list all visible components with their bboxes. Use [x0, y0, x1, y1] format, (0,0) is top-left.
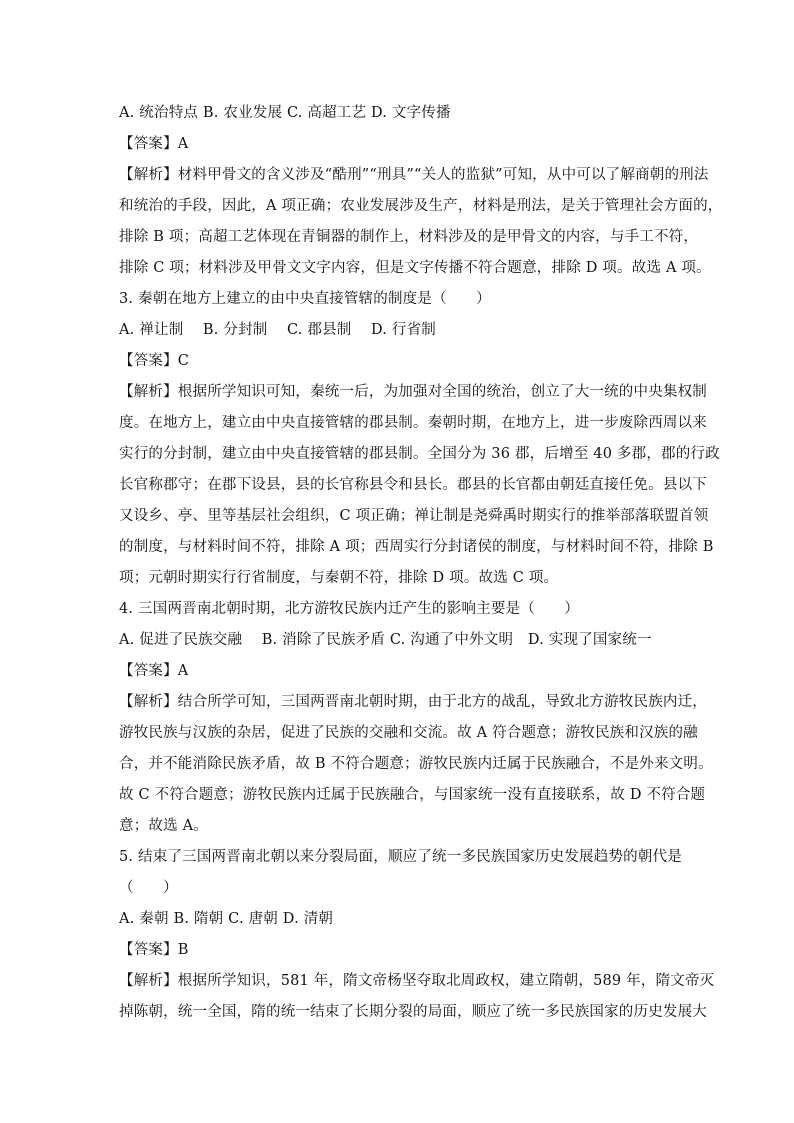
q5-analysis-line-1: 【解析】根据所学知识，581 年，隋文帝杨坚夺取北周政权，建立隋朝，589 年，隋文帝灭: [119, 973, 715, 989]
q3-analysis-line-6: 的制度，与材料时间不符，排除 A 项；西周实行分封诸侯的制度，与材料时间不符，排除 B: [119, 539, 714, 555]
q3-answer: 【答案】C: [119, 353, 190, 369]
q3-analysis-line-4: 长官称郡守；在郡下设县，县的长官称县令和县长。郡县的长官都由朝廷直接任免。县以下: [119, 477, 707, 493]
q3-options: A. 禅让制 B. 分封制 C. 郡县制 D. 行省制: [119, 322, 437, 338]
q2-analysis-line-4: 排除 C 项；材料涉及甲骨文文字内容，但是文字传播不符合题意，排除 D 项。故选 A 项。: [119, 260, 711, 276]
q4-analysis-line-4: 故 C 不符合题意；游牧民族内迁属于民族融合，与国家统一没有直接联系，故 D 不符合题: [119, 787, 706, 803]
question-5-paren: （ ）: [119, 880, 178, 896]
q3-analysis-line-2: 度。在地方上，建立由中央直接管辖的郡县制。秦朝时期，在地方上，进一步废除西周以来: [119, 415, 707, 431]
q3-analysis-line-7: 项；元朝时期实行行省制度，与秦朝不符，排除 D 项。故选 C 项。: [119, 570, 559, 586]
q4-options: A. 促进了民族交融 B. 消除了民族矛盾 C. 沟通了中外文明 D. 实现了国家统一: [119, 632, 652, 648]
question-3: 3. 秦朝在地方上建立的由中央直接管辖的制度是（ ）: [119, 291, 491, 307]
q5-analysis-line-2: 掉陈朝，统一全国，隋的统一结束了长期分裂的局面，顺应了统一多民族国家的历史发展大: [119, 1004, 707, 1020]
question-5: 5. 结束了三国两晋南北朝以来分裂局面，顺应了统一多民族国家历史发展趋势的朝代是: [119, 849, 682, 865]
q2-analysis-line-1: 【解析】材料甲骨文的含义涉及“酷刑”“刑具”“关人的监狱”可知，从中可以了解商朝的刑法: [119, 167, 709, 183]
q3-analysis-line-5: 又设乡、亭、里等基层社会组织，C 项正确；禅让制是尧舜禹时期实行的推举部落联盟首领: [119, 508, 709, 524]
q2-answer: 【答案】A: [119, 136, 189, 152]
q2-options: A. 统治特点 B. 农业发展 C. 高超工艺 D. 文字传播: [119, 105, 451, 121]
q5-answer: 【答案】B: [119, 942, 189, 958]
q4-analysis-line-3: 合，并不能消除民族矛盾，故 B 不符合题意；游牧民族内迁属于民族融合，不是外来文明。: [119, 756, 713, 772]
q2-analysis-line-3: 排除 B 项；高超工艺体现在青铜器的制作上，材料涉及的是甲骨文的内容，与手工不符，: [119, 229, 699, 245]
q4-answer: 【答案】A: [119, 663, 189, 679]
q4-analysis-line-2: 游牧民族与汉族的杂居，促进了民族的交融和交流。故 A 符合题意；游牧民族和汉族的融: [119, 725, 698, 741]
q3-analysis-line-1: 【解析】根据所学知识可知，秦统一后，为加强对全国的统治，创立了大一统的中央集权制: [119, 384, 707, 400]
q2-analysis-line-2: 和统治的手段，因此，A 项正确；农业发展涉及生产，材料是刑法，是关于管理社会方面的，: [119, 198, 723, 214]
q3-analysis-line-3: 实行的分封制，建立由中央直接管辖的郡县制。全国分为 36 郡，后增至 40 多郡，郡的行政: [119, 446, 720, 462]
question-4: 4. 三国两晋南北朝时期，北方游牧民族内迁产生的影响主要是（ ）: [119, 601, 580, 617]
q5-options: A. 秦朝 B. 隋朝 C. 唐朝 D. 清朝: [119, 911, 334, 927]
q4-analysis-line-1: 【解析】结合所学可知，三国两晋南北朝时期，由于北方的战乱，导致北方游牧民族内迁，: [119, 694, 707, 710]
q4-analysis-line-5: 意；故选 A。: [119, 818, 208, 834]
